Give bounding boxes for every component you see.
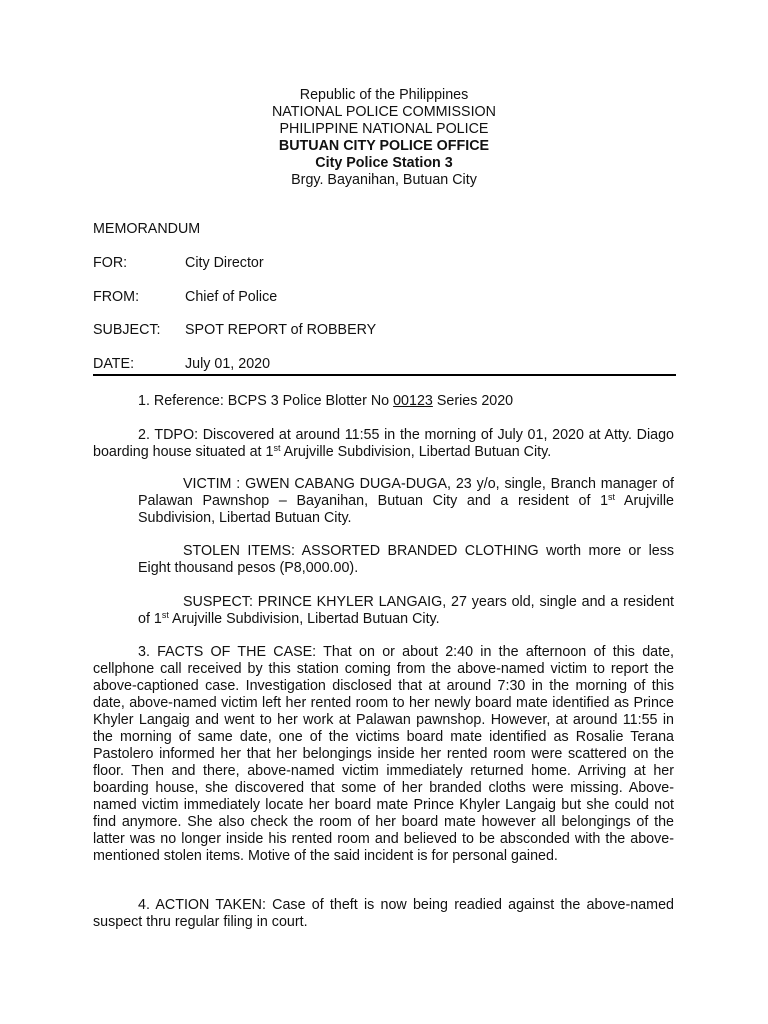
suspect-location: Arujville Subdivision, Libertad Butuan City. bbox=[168, 611, 440, 627]
letterhead-republic: Republic of the Philippines bbox=[299, 87, 469, 103]
letterhead-napolcom: NATIONAL POLICE COMMISSION bbox=[271, 104, 497, 120]
header-divider bbox=[93, 374, 676, 376]
stolen-items-text: STOLEN ITEMS: ASSORTED BRANDED CLOTHING worth more or less Eight thousand pesos (P8,000.00). bbox=[138, 543, 674, 576]
memo-for-row bbox=[93, 255, 264, 272]
victim-location: Arujville Subdivision, Libertad Butuan City. bbox=[138, 493, 674, 526]
memo-from-label: FROM: bbox=[93, 289, 140, 305]
letterhead-address: Brgy. Bayanihan, Butuan City bbox=[291, 172, 477, 188]
stolen-items-paragraph bbox=[138, 543, 674, 577]
memo-title: MEMORANDUM bbox=[93, 221, 201, 237]
memo-subject-value: SPOT REPORT of ROBBERY bbox=[185, 322, 377, 338]
tdpo-paragraph bbox=[93, 427, 674, 461]
letterhead-city-office: BUTUAN CITY POLICE OFFICE bbox=[278, 138, 490, 154]
letterhead-pnp: PHILIPPINE NATIONAL POLICE bbox=[279, 121, 489, 137]
memo-for-label: FOR: bbox=[93, 255, 128, 271]
tdpo-text: 2. TDPO: Discovered at around 11:55 in the morning of July 01, 2020 at Atty. Diago boarding house situated at 1 bbox=[93, 427, 674, 460]
memo-subject-row bbox=[93, 322, 376, 339]
memo-date-value: July 01, 2020 bbox=[185, 356, 271, 372]
suspect-ordinal: st bbox=[161, 610, 169, 620]
memo-date-label: DATE: bbox=[93, 356, 135, 372]
action-paragraph bbox=[93, 897, 674, 931]
reference-series: Series 2020 bbox=[432, 393, 514, 409]
memo-from-row bbox=[93, 289, 277, 306]
blotter-number: 00123 bbox=[393, 393, 433, 409]
victim-ordinal: st bbox=[608, 492, 616, 502]
tdpo-ordinal: st bbox=[273, 443, 281, 453]
victim-paragraph bbox=[138, 476, 674, 527]
letterhead bbox=[0, 87, 768, 189]
memo-subject-label: SUBJECT: bbox=[93, 322, 161, 338]
facts-text: 3. FACTS OF THE CASE: That on or about 2:40 in the afternoon of this date, cellphone call received by this station coming from the above-named victim to report the above-captioned case. Investigation disclosed that at around 7:30 in the morning of this date, above-named victim left her rented room to her newly board mate identified as Prince Khyler Langaig and went to her work at Palawan pawnshop. However, at around 11:55 in the morning of same date, one of the victims board mate identified as Rosalie Terana Pastolero informed her that her belongings inside her rented room were scattered on the floor. Then and there, above-named victim immediately returned home. Arriving at her boarding house, she discovered that some of her branded cloths were missing. Above-named victim immediately locate her board mate Prince Khyler Langaig but she could not find anymore. She also check the room of her board mate however all belongings of the latter was no longer inside his rented room and believed to be absconded with the above-mentioned stolen items. Motive of the said incident is for personal gained. bbox=[93, 644, 674, 864]
reference-text: 1. Reference: BCPS 3 Police Blotter No bbox=[138, 393, 394, 409]
action-text: 4. ACTION TAKEN: Case of theft is now being readied against the above-named suspect thru regular filing in court. bbox=[93, 897, 674, 930]
memo-for-value: City Director bbox=[185, 255, 264, 271]
facts-paragraph bbox=[93, 644, 674, 865]
tdpo-location: Arujville Subdivision, Libertad Butuan City. bbox=[280, 444, 552, 460]
suspect-text: SUSPECT: PRINCE KHYLER LANGAIG, 27 years old, single and a resident of 1 bbox=[138, 594, 674, 627]
suspect-paragraph bbox=[138, 594, 674, 628]
memo-from-value: Chief of Police bbox=[185, 289, 278, 305]
memo-date-row bbox=[93, 356, 270, 373]
victim-text: VICTIM : GWEN CABANG DUGA-DUGA, 23 y/o, single, Branch manager of Palawan Pawnshop – Bayanihan, Butuan City and a resident of 1 bbox=[138, 476, 674, 509]
reference-paragraph bbox=[93, 393, 674, 410]
letterhead-station: City Police Station 3 bbox=[315, 155, 453, 171]
